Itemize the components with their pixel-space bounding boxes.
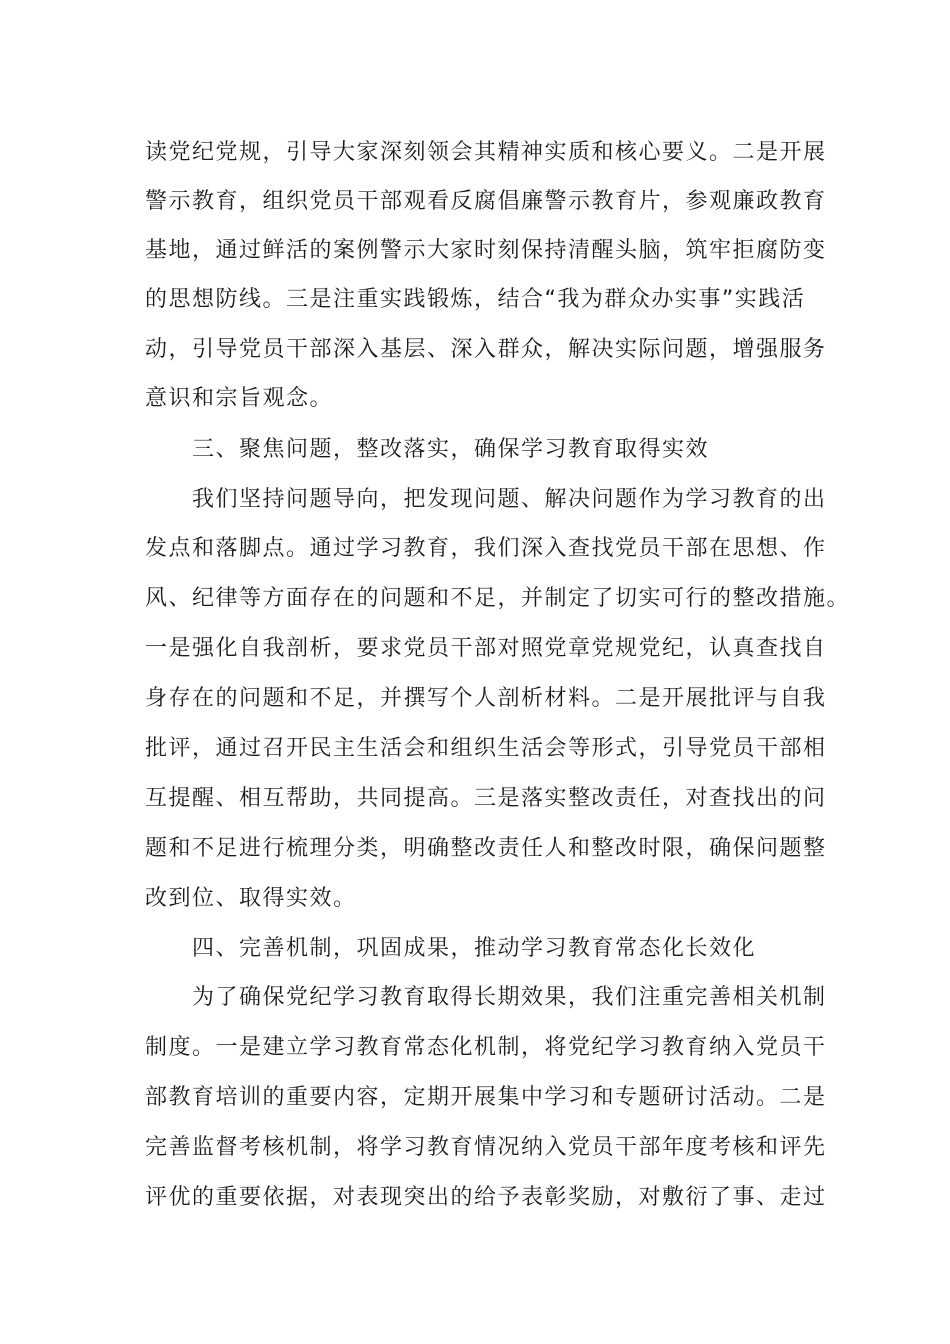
text-line: 改到位、取得实效。 — [145, 886, 357, 911]
text-line: 题和不足进行梳理分类，明确整改责任人和整改时限，确保问题整 — [145, 836, 827, 861]
text-line: 基地，通过鲜活的案例警示大家时刻保持清醒头脑，筑牢拒腐防变 — [145, 238, 827, 263]
text-line: 发点和落脚点。通过学习教育，我们深入查找党员干部在思想、作 — [145, 536, 827, 561]
text-line: 一是强化自我剖析，要求党员干部对照党章党规党纪，认真查找自 — [145, 636, 827, 661]
text-line: 评优的重要依据，对表现突出的给予表彰奖励，对敷衍了事、走过 — [145, 1185, 827, 1210]
text-line: 批评，通过召开民主生活会和组织生活会等形式，引导党员干部相 — [145, 736, 827, 761]
text-line: 完善监督考核机制，将学习教育情况纳入党员干部年度考核和评先 — [145, 1135, 827, 1160]
text-line: 动，引导党员干部深入基层、深入群众，解决实际问题，增强服务 — [145, 337, 827, 362]
text-line: 我们坚持问题导向，把发现问题、解决问题作为学习教育的出 — [192, 487, 827, 512]
text-line: 互提醒、相互帮助，共同提高。三是落实整改责任，对查找出的问 — [145, 786, 827, 811]
section-heading: 四、完善机制，巩固成果，推动学习教育常态化长效化 — [192, 936, 757, 961]
text-line: 制度。一是建立学习教育常态化机制，将党纪学习教育纳入党员干 — [145, 1035, 827, 1060]
text-line: 部教育培训的重要内容，定期开展集中学习和专题研讨活动。二是 — [145, 1085, 827, 1110]
text-line: 身存在的问题和不足，并撰写个人剖析材料。二是开展批评与自我 — [145, 686, 827, 711]
text-line: 警示教育，组织党员干部观看反腐倡廉警示教育片，参观廉政教育 — [145, 189, 827, 214]
text-line: 的思想防线。三是注重实践锻炼，结合“我为群众办实事”实践活 — [145, 287, 806, 312]
section-heading: 三、聚焦问题，整改落实，确保学习教育取得实效 — [192, 437, 710, 462]
text-line: 风、纪律等方面存在的问题和不足，并制定了切实可行的整改措施。 — [145, 586, 851, 611]
text-line: 为了确保党纪学习教育取得长期效果，我们注重完善相关机制 — [192, 985, 827, 1010]
text-line: 意识和宗旨观念。 — [145, 386, 334, 411]
text-line: 读党纪党规，引导大家深刻领会其精神实质和核心要义。二是开展 — [145, 140, 827, 165]
